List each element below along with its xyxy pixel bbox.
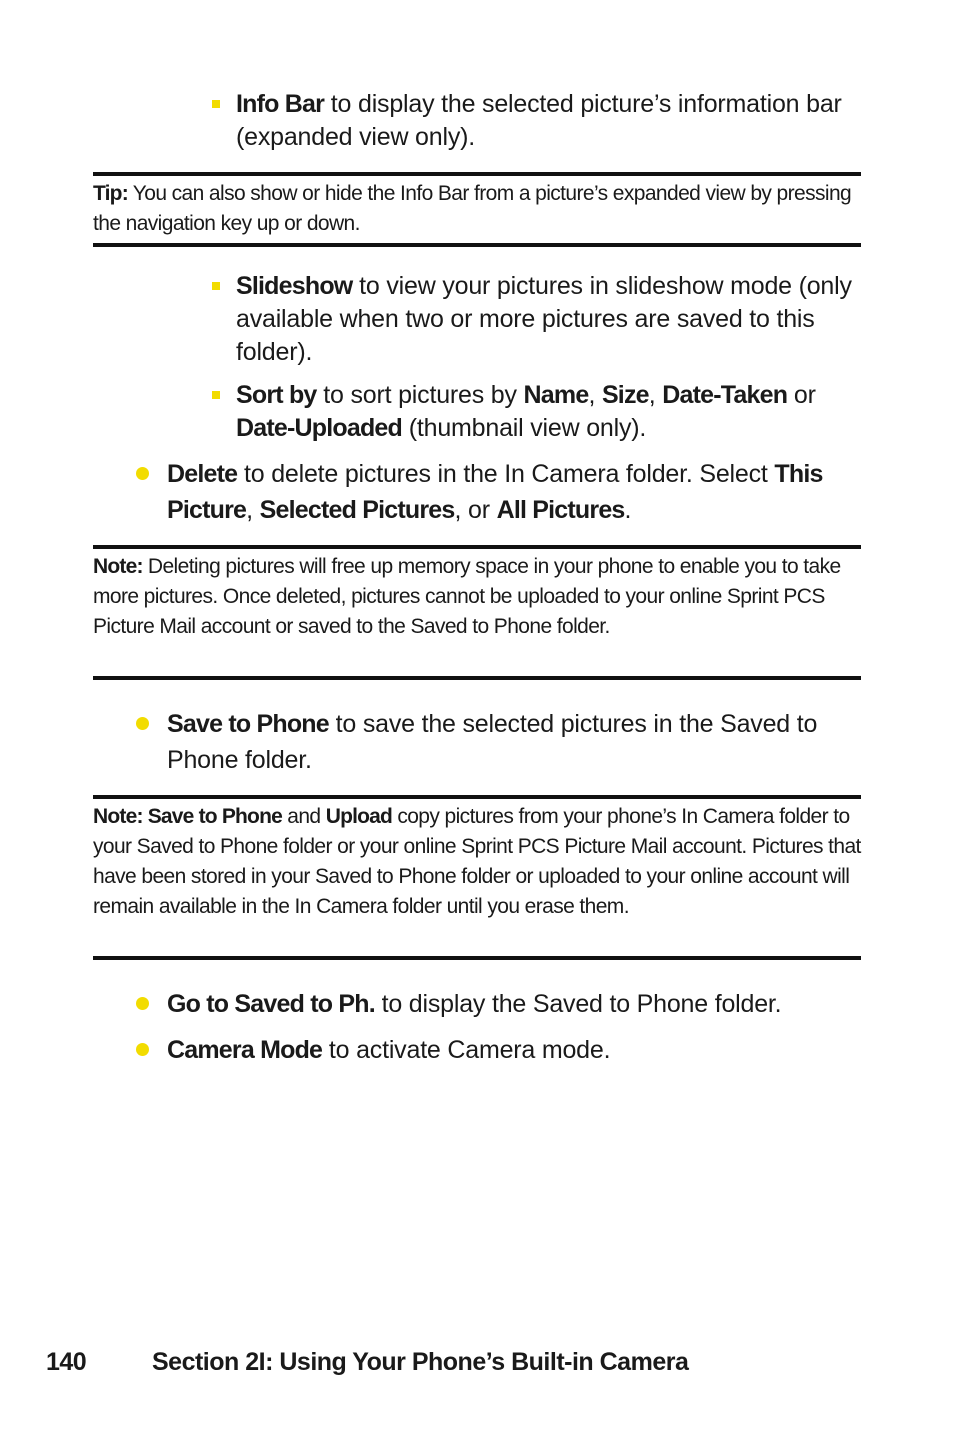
item-text: to view your pictures in slideshow mode (only available when two or more pictures are saved to this folder). [236,272,852,366]
option-this-picture: This Picture [167,460,823,524]
option-date-taken: Date-Taken [662,381,788,409]
separator: . [624,496,632,524]
round-bullet-icon [136,717,149,730]
note-box-delete [93,545,861,680]
page-number: 140 [46,1348,87,1376]
item-text: to display the Saved to Phone folder. [374,990,782,1018]
list-item-slideshow [236,270,866,369]
note-text: copy pictures from your phone’s In Camera folder to your Saved to Phone folder or your online Sprint PCS Picture Mail account. Pictures that have been stored in your Saved to Phone folder or uploaded to your online account will remain available in the In Camera folder until you erase them. [93,805,861,918]
item-label: Slideshow [236,272,353,300]
page-footer [46,1348,688,1377]
option-selected-pictures: Selected Pictures [259,496,455,524]
tip-box [93,172,861,247]
option-all-pictures: All Pictures [496,496,625,524]
section-title: Section 2I: Using Your Phone’s Built-in Camera [152,1348,689,1376]
square-bullet-icon [212,100,220,108]
item-text: to activate Camera mode. [322,1036,611,1064]
separator: or [787,381,816,409]
separator: , or [454,496,497,524]
note-label: Note: [93,555,143,578]
note-box-save-to-phone [93,795,861,960]
item-text: to save the selected pictures in the Saved to Phone folder. [167,710,818,774]
separator: , [246,496,260,524]
item-label: Go to Saved to Ph. [167,990,375,1018]
round-bullet-icon [136,997,149,1010]
separator: , [648,381,663,409]
tip-label: Tip: [93,182,128,205]
separator: , [588,381,602,409]
square-bullet-icon [212,391,220,399]
item-label: Sort by [236,381,317,409]
item-label: Delete [167,460,238,488]
item-text: (thumbnail view only). [402,414,647,442]
list-item-sort-by [236,379,866,445]
note-text: and [282,805,326,828]
list-item-save-to-phone [167,706,867,778]
item-label: Info Bar [236,90,325,118]
list-item-delete [167,456,867,528]
list-item-go-to-saved [167,986,867,1022]
list-item-camera-mode [167,1032,867,1068]
list-item-info-bar [236,88,866,154]
square-bullet-icon [212,282,220,290]
tip-text: You can also show or hide the Info Bar from a picture’s expanded view by pressing the navigation key up or down. [93,182,852,235]
round-bullet-icon [136,467,149,480]
round-bullet-icon [136,1043,149,1056]
item-text: to delete pictures in the In Camera folder. Select [237,460,775,488]
item-label: Camera Mode [167,1036,323,1064]
option-date-uploaded: Date-Uploaded [236,414,403,442]
note-text: Deleting pictures will free up memory space in your phone to enable you to take more pictures. Once deleted, pictures cannot be uploaded to your online Sprint PCS Picture Mail account or saved to the Saved to Phone folder. [93,555,841,638]
item-text: to sort pictures by [316,381,524,409]
option-name: Name [523,381,589,409]
item-label: Save to Phone [167,710,329,738]
item-text: to display the selected picture’s information bar (expanded view only). [236,90,842,151]
note-upload: Upload [325,805,393,828]
option-size: Size [601,381,649,409]
note-label: Note: Save to Phone [93,805,282,828]
